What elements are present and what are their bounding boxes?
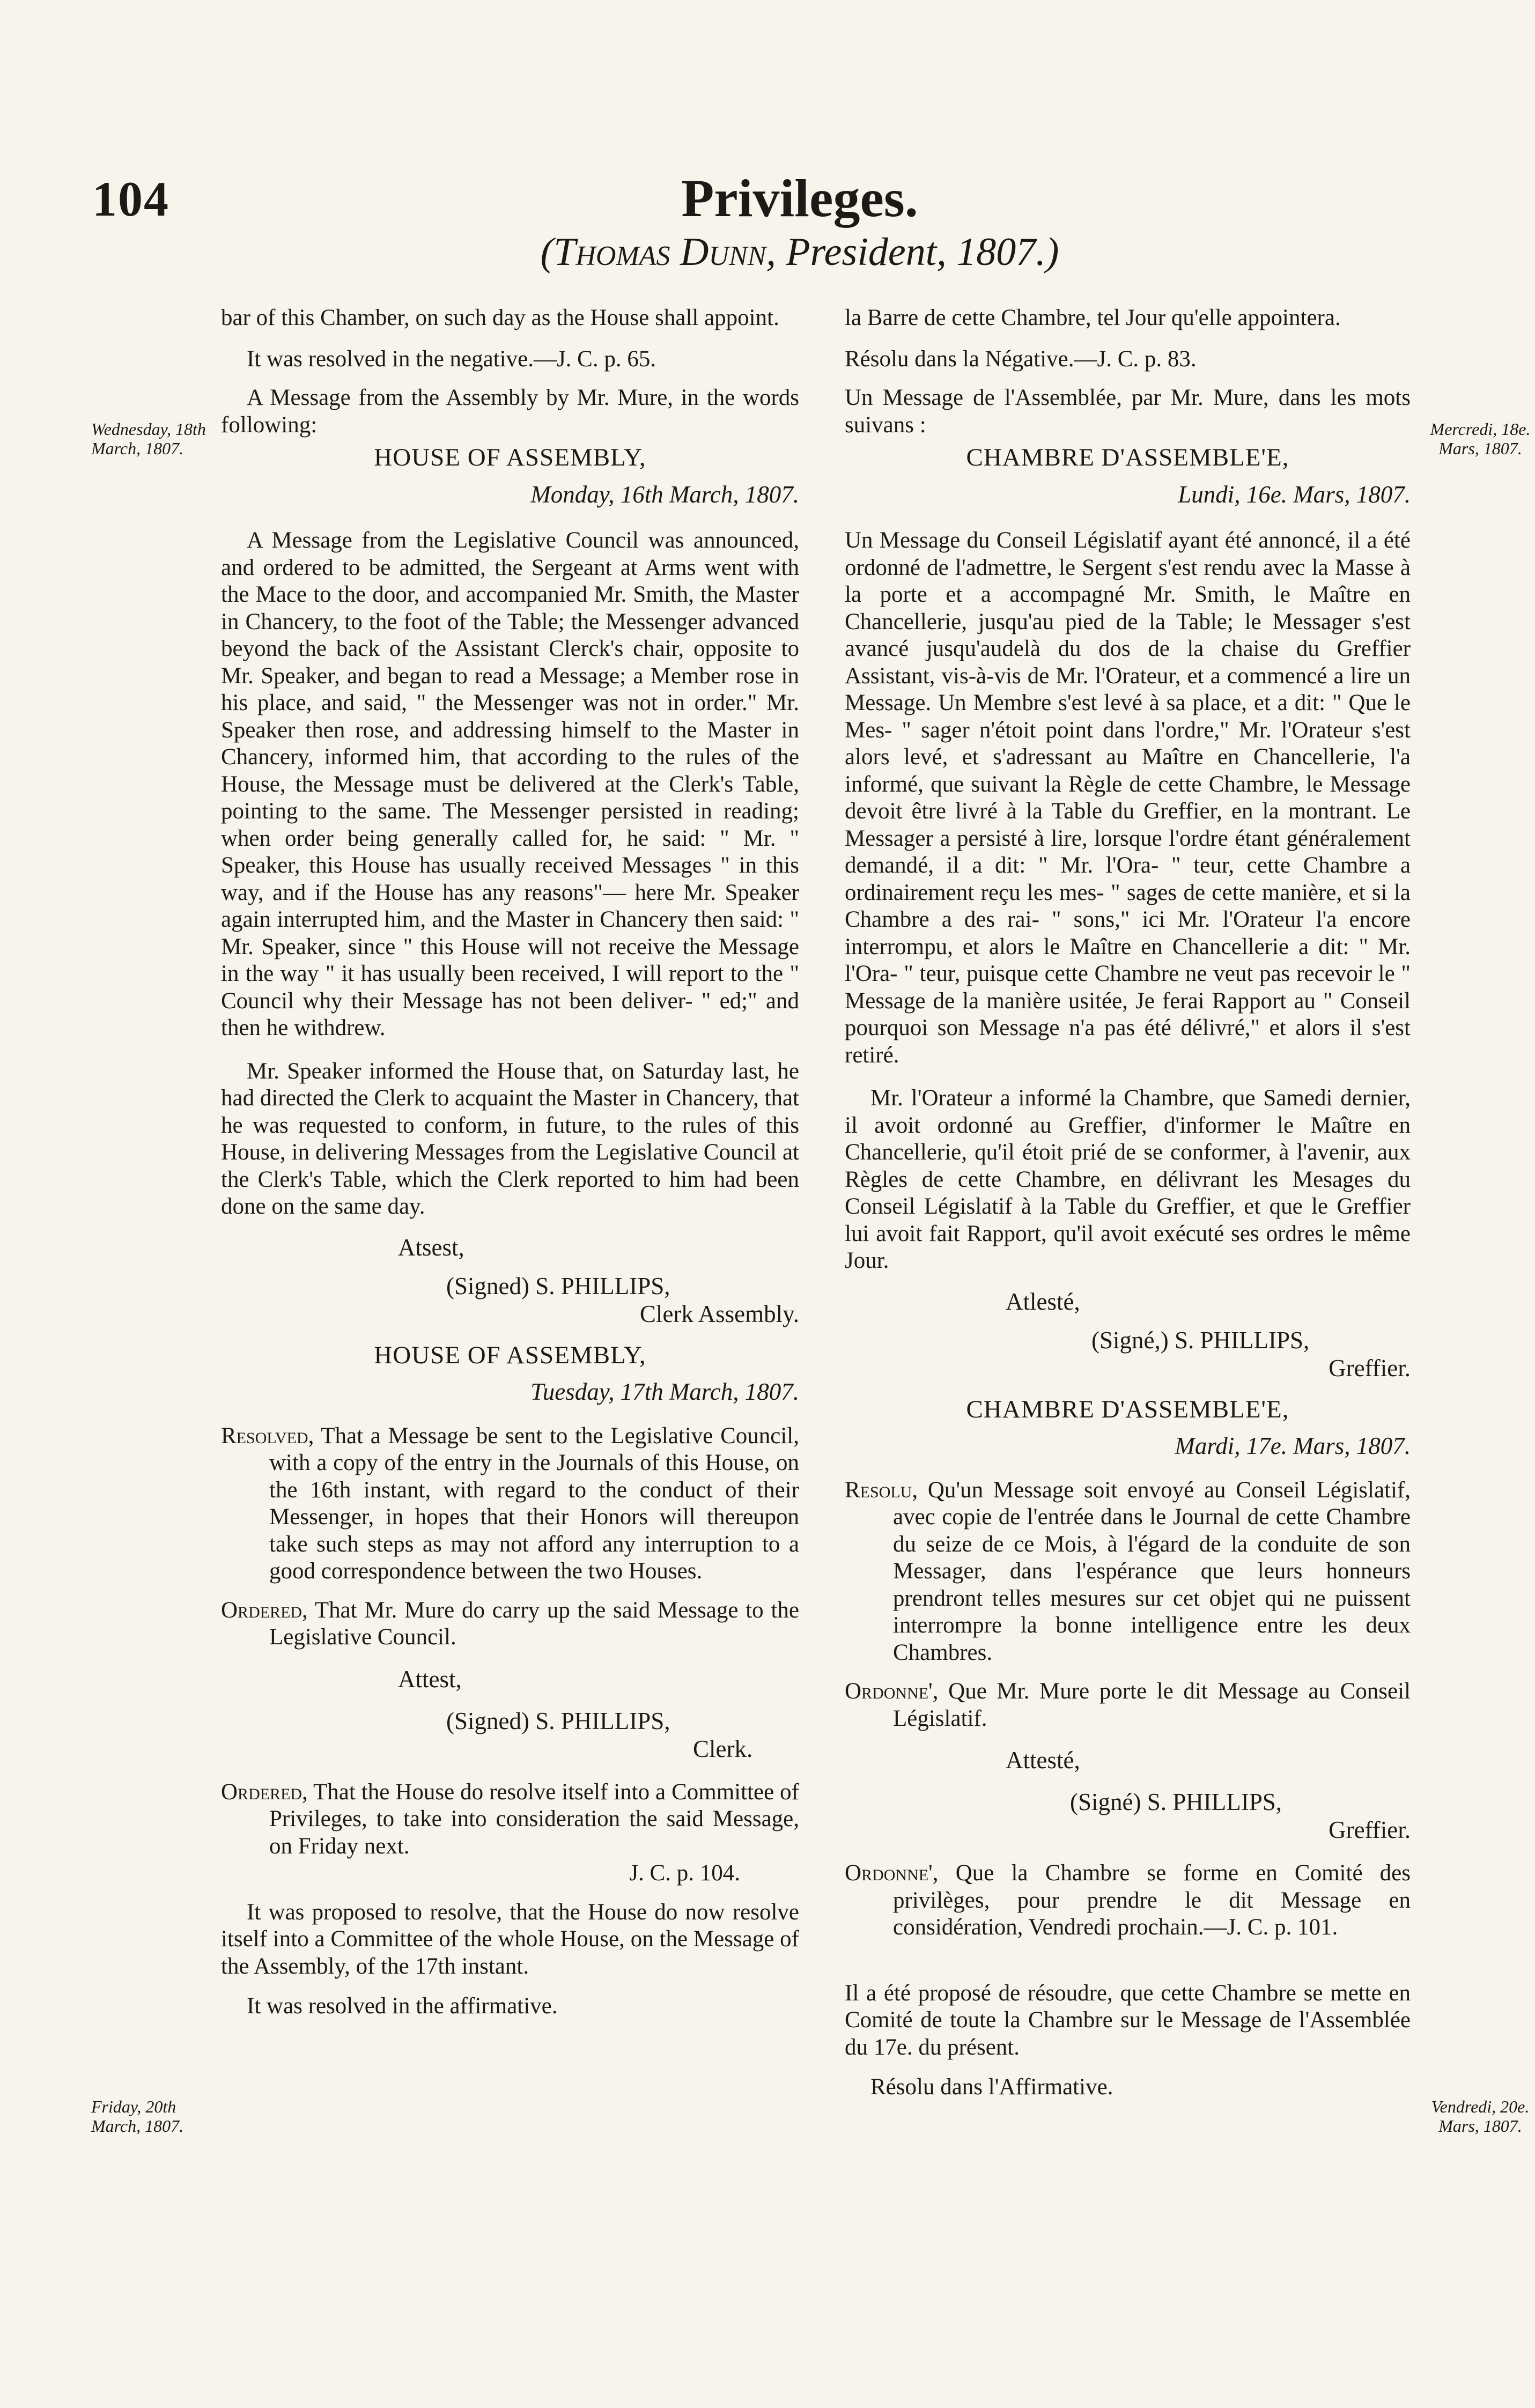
fr-signed-2: (Signé) S. PHILLIPS, (1070, 1789, 1282, 1815)
fr-attest-2: Attesté, (1006, 1747, 1080, 1774)
fr-paragraph-7: Résolu dans l'Affirmative. (870, 2074, 1113, 2100)
fr-paragraph-5: Mr. l'Orateur a informé la Chambre, que Samedi dernier, il avoit ordonné au Greffier, d'informer le Maître en Chancellerie, qu'il étoit prié de se conformer, à l'avenir, aux Règles de cette Chambre, en délivrant les Mesages du Conseil Législatif à la Table du Greffier, et que le Greffier lui avoit fait Rapport, qu'il avoit exécuté ses ordres le même Jour. (845, 1085, 1411, 1273)
page-subtitle: (Thomas Dunn, President, 1807.) (540, 230, 1059, 274)
en-clerk-1: Clerk Assembly. (639, 1300, 799, 1327)
fr-date-2: Mardi, 17e. Mars, 1807. (1175, 1432, 1411, 1459)
fr-ordered-2-label: Ordonne', (845, 1860, 939, 1886)
en-resolved-label: Resolved, (221, 1423, 314, 1449)
en-heading-2: HOUSE OF ASSEMBLY, (374, 1341, 646, 1369)
fr-attest-1: Atlesté, (1006, 1288, 1080, 1315)
en-paragraph-2: It was resolved in the negative.—J. C. p. 65. (247, 346, 656, 372)
en-ordered-1-text: That Mr. Mure do carry up the said Message to the Legislative Council. (269, 1597, 799, 1650)
fr-resolved-label: Resolu, (845, 1477, 918, 1503)
fr-date-1: Lundi, 16e. Mars, 1807. (1178, 481, 1411, 508)
fr-clerk-2: Greffier. (1329, 1816, 1411, 1843)
en-ordered-2-label: Ordered, (221, 1779, 308, 1805)
fr-heading-1: CHAMBRE D'ASSEMBLE'E, (966, 444, 1289, 471)
en-resolved-text: That a Message be sent to the Legislative Council, with a copy of the entry in the Journals of this House, on the 16th instant, with regard to the conduct of their Messenger, in hopes that their Honors will thereupon take such steps as may not afford any interruption to a good correspondence between the two Houses. (269, 1423, 799, 1584)
en-ordered-1 (221, 1597, 799, 1651)
fr-ordered-1 (845, 1678, 1411, 1732)
en-paragraph-4: A Message from the Legislative Council was announced, and ordered to be admitted, the Sergeant at Arms went with the Mace to the door, and accompanied Mr. Smith, the Master in Chancery, to the foot of the Table; the Messenger advanced beyond the back of the Assistant Clerck's chair, opposite to Mr. Speaker, and began to read a Message; a Member rose in his place, and said, " the Messenger was not in order." Mr. Speaker then rose, and addressing himself to the Master in Chancery, informed him, that according to the rules of the House, the Message must be delivered at the Clerk's Table, pointing to the same. The Messenger persisted in reading; when order being generally called for, he said: " Mr. " Speaker, this House has usually received Messages " in this way, and if the House has any reasons"— here Mr. Speaker again interrupted him, and the Master in Chancery then said: " Mr. Speaker, since " this House will not receive the Message in the way " it has usually been received, I will report to the " Council why their Message has not been deliver- " ed;" and then he withdrew. (221, 528, 799, 1040)
en-heading-1: HOUSE OF ASSEMBLY, (374, 444, 646, 471)
subtitle-name: Thomas Dunn, (554, 230, 776, 274)
en-resolved (221, 1423, 799, 1585)
english-column (221, 305, 799, 2020)
french-column (845, 305, 1411, 2101)
en-paragraph-6: It was proposed to resolve, that the House do now resolve itself into a Committee of the whole House, on the Message of the Assembly, of the 17th instant. (221, 1899, 799, 1979)
fr-paragraph-1: la Barre de cette Chambre, tel Jour qu'elle appointera. (845, 305, 1341, 330)
margin-note-left-2: Friday, 20th March, 1807. (91, 2097, 184, 2136)
page-number: 104 (92, 172, 169, 226)
en-signed-1: (Signed) S. PHILLIPS, (446, 1272, 670, 1299)
margin-note-right-2: Vendredi, 20e. Mars, 1807. (1431, 2097, 1530, 2136)
en-ordered-2-text: That the House do resolve itself into a Committee of Privileges, to take into consideration the said Message, on Friday next. (269, 1779, 799, 1859)
fr-ordered-2 (845, 1860, 1411, 1941)
en-date-2: Tuesday, 17th March, 1807. (530, 1378, 799, 1405)
fr-paragraph-3: Un Message de l'Assemblée, par Mr. Mure, dans les mots suivans : (845, 385, 1411, 438)
fr-signed-1: (Signé,) S. PHILLIPS, (1091, 1326, 1310, 1354)
fr-resolved-text: Qu'un Message soit envoyé au Conseil Législatif, avec copie de l'entrée dans le Journal de cette Chambre du seize de ce Mois, à l'égard de la conduite de son Messager, dans l'espérance que leurs honneurs prendront telles mesures sur cet objet qui ne puissent interrompre la bonne intelligence entre les deux Chambres. (893, 1477, 1411, 1665)
en-date-1: Monday, 16th March, 1807. (530, 481, 799, 508)
fr-resolved (845, 1477, 1411, 1667)
en-attest-2: Attest, (398, 1665, 462, 1693)
en-ordered-2 (221, 1779, 799, 1860)
margin-note-left-1: Wednesday, 18th March, 1807. (91, 419, 206, 458)
en-journal-ref: J. C. p. 104. (629, 1860, 740, 1886)
margin-note-right-1: Mercredi, 18e. Mars, 1807. (1430, 419, 1531, 458)
page-title: Privileges. (681, 168, 918, 228)
fr-paragraph-2: Résolu dans la Négative.—J. C. p. 83. (845, 346, 1197, 372)
en-paragraph-3: A Message from the Assembly by Mr. Mure, in the words following: (221, 385, 799, 438)
fr-paragraph-4: Un Message du Conseil Législatif ayant été annoncé, il a été ordonné de l'admettre, le Sergent s'est rendu avec la Masse à la porte et a accompagné Mr. Smith, le Maître en Chancellerie, jusqu'au pied de la Table; le Messager s'est avancé jusqu'audelà du dos de la chaise du Greffier Assistant, vis-à-vis de Mr. l'Orateur, et a commencé a lire un Message. Un Membre s'est levé à sa place, et a dit: " Que le Mes- " sager n'étoit point dans l'ordre," Mr. l'Orateur s'est alors levé, et s'adressant au Maître en Chancellerie, l'a informé, que suivant la Règle de cette Chambre, le Message devoit être livré à la Table du Greffier, en la montrant. Le Messager a persisté à lire, lorsque l'ordre étant généralement demandé, il a dit: " Mr. l'Ora- " teur, cette Chambre a ordinairement reçu les mes- " sages de cette manière, et si la Chambre a des rai- " sons," ici Mr. l'Orateur l'a encore interrompu, et alors le Maître en Chancellerie a dit: " Mr. l'Ora- " teur, puisque cette Chambre ne veut pas recevoir le " Message de la manière usitée, Je ferai Rapport au " Conseil pourquoi son Message n'a pas été délivré," et alors il s'est retiré. (845, 528, 1411, 1068)
en-ordered-1-label: Ordered, (221, 1597, 308, 1623)
fr-ordered-1-text: Que Mr. Mure porte le dit Message au Conseil Législatif. (893, 1679, 1411, 1731)
en-signed-2: (Signed) S. PHILLIPS, (446, 1707, 670, 1734)
fr-clerk-1: Greffier. (1329, 1354, 1411, 1382)
fr-paragraph-6: Il a été proposé de résoudre, que cette Chambre se mette en Comité de toute la Chambre sur le Message de l'Assemblée du 17e. du présent. (845, 1980, 1411, 2060)
fr-heading-2: CHAMBRE D'ASSEMBLE'E, (966, 1395, 1289, 1423)
en-attest-1: Atsest, (398, 1233, 464, 1261)
en-clerk-2: Clerk. (693, 1735, 753, 1762)
en-paragraph-5: Mr. Speaker informed the House that, on Saturday last, he had directed the Clerk to acquaint the Master in Chancery, that he was requested to conform, in future, to the rules of this House, in delivering Messages from the Legislative Council at the Clerk's Table, which the Clerk reported to him had been done on the same day. (221, 1058, 799, 1219)
fr-ordered-2-text: Que la Chambre se forme en Comité des privilèges, pour prendre le dit Message en considération, Vendredi prochain.—J. C. p. 101. (893, 1860, 1411, 1940)
subtitle-rest: President, 1807.) (786, 230, 1059, 274)
fr-ordered-1-label: Ordonne', (845, 1679, 939, 1704)
en-paragraph-7: It was resolved in the affirmative. (247, 1993, 558, 2019)
en-paragraph-1: bar of this Chamber, on such day as the House shall appoint. (221, 305, 779, 330)
